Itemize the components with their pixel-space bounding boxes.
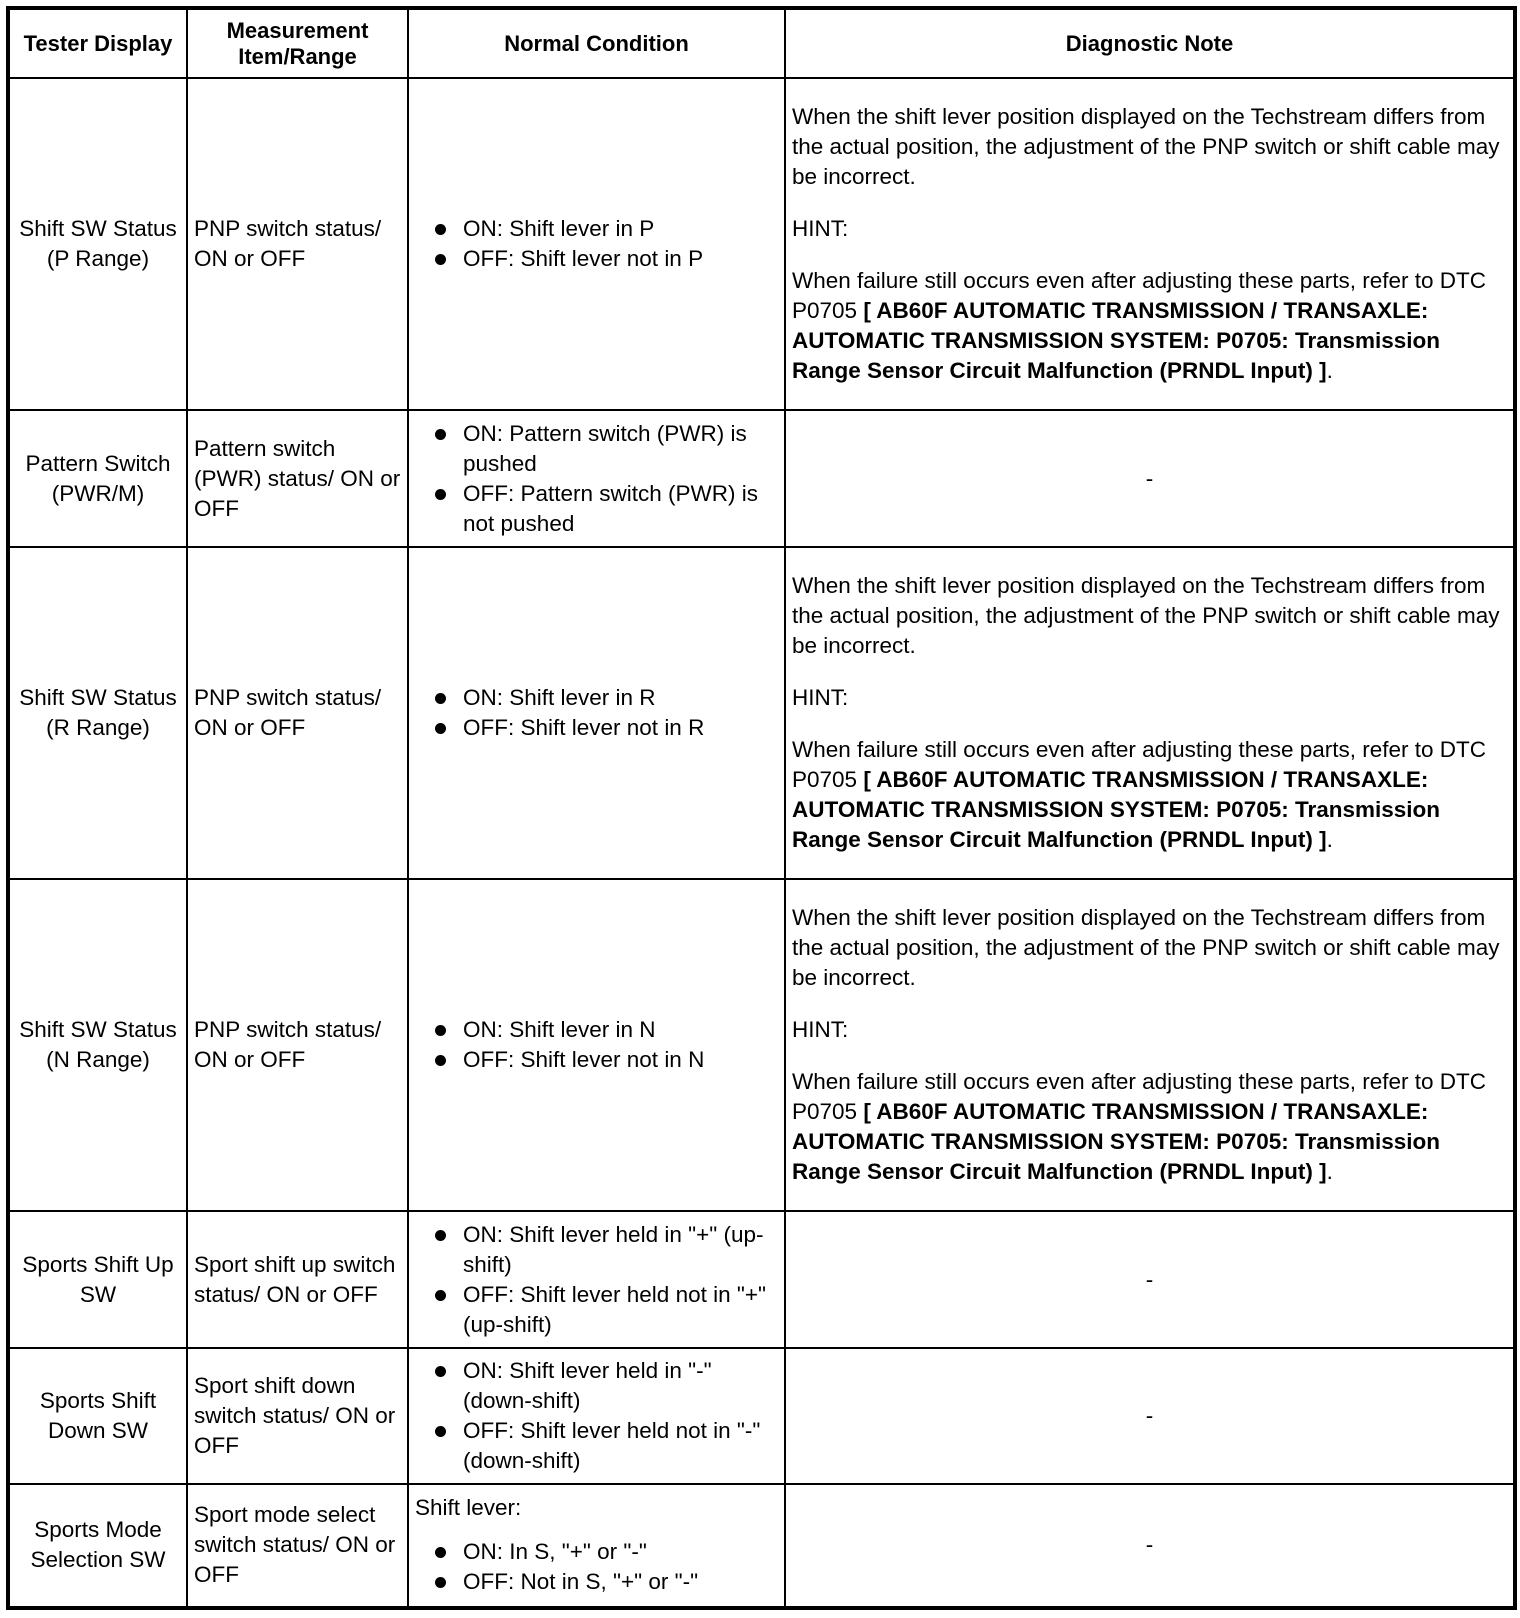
condition-item: OFF: Shift lever held not in "-" (down-shift): [415, 1416, 778, 1476]
table-row: [8, 879, 1515, 1211]
note-refer-paragraph: [792, 735, 1507, 855]
condition-item: ON: Shift lever in R: [415, 683, 778, 713]
condition-list: [415, 1356, 778, 1476]
condition-lead-text: Shift lever:: [415, 1495, 522, 1521]
tester-display-cell: Shift SW Status (N Range): [8, 879, 187, 1211]
diagnostic-note-cell: -: [785, 1348, 1515, 1484]
table-body: [8, 78, 1515, 1608]
normal-condition-cell: [408, 1348, 785, 1484]
normal-condition-cell: [408, 547, 785, 879]
header-tester-display: Tester Display: [8, 8, 187, 78]
table-row: [8, 547, 1515, 879]
table-row: [8, 410, 1515, 546]
condition-item: OFF: Shift lever not in N: [415, 1045, 778, 1075]
normal-condition-cell: [408, 410, 785, 546]
condition-list: [415, 419, 778, 539]
dtc-reference-link[interactable]: [ AB60F AUTOMATIC TRANSMISSION / TRANSAXLE: AUTOMATIC TRANSMISSION SYSTEM: P0705: Transmission Range Sensor Circuit Malfunction (PRNDL Input) ]: [792, 1099, 1441, 1185]
table-row: [8, 1484, 1515, 1608]
note-paragraph: When the shift lever position displayed on the Techstream differs from the actual position, the adjustment of the PNP switch or shift cable may be incorrect.: [792, 104, 1500, 190]
condition-item: OFF: Shift lever not in R: [415, 713, 778, 743]
measurement-cell: Sport shift up switch status/ ON or OFF: [187, 1211, 408, 1347]
condition-item: OFF: Not in S, "+" or "-": [415, 1567, 778, 1597]
condition-item: ON: Shift lever in N: [415, 1015, 778, 1045]
diagnostic-note-cell: [785, 78, 1515, 410]
tester-display-cell: Pattern Switch (PWR/M): [8, 410, 187, 546]
header-diagnostic-note: Diagnostic Note: [785, 8, 1515, 78]
condition-item: ON: In S, "+" or "-": [415, 1537, 778, 1567]
condition-item: OFF: Shift lever held not in "+" (up-shift): [415, 1280, 778, 1340]
measurement-cell: PNP switch status/ ON or OFF: [187, 879, 408, 1211]
measurement-cell: Sport mode select switch status/ ON or OFF: [187, 1484, 408, 1608]
note-refer-end: .: [1326, 826, 1333, 852]
condition-item: ON: Pattern switch (PWR) is pushed: [415, 419, 778, 479]
note-refer-end: .: [1326, 358, 1333, 384]
tester-display-cell: Sports Shift Up SW: [8, 1211, 187, 1347]
data-list-table-wrapper: [6, 6, 1513, 1610]
note-refer-lead: When failure still occurs even after adjusting these parts, refer to DTC P0705: [792, 736, 1487, 792]
measurement-cell: Sport shift down switch status/ ON or OFF: [187, 1348, 408, 1484]
dtc-reference-link[interactable]: [ AB60F AUTOMATIC TRANSMISSION / TRANSAXLE: AUTOMATIC TRANSMISSION SYSTEM: P0705: Transmission Range Sensor Circuit Malfunction (PRNDL Input) ]: [792, 766, 1441, 852]
table-row: [8, 1211, 1515, 1347]
condition-list: [415, 214, 778, 274]
normal-condition-cell: [408, 879, 785, 1211]
hint-label: HINT:: [792, 1017, 849, 1043]
header-normal-condition: Normal Condition: [408, 8, 785, 78]
diagnostic-note-cell: [785, 879, 1515, 1211]
note-paragraph: When the shift lever position displayed on the Techstream differs from the actual position, the adjustment of the PNP switch or shift cable may be incorrect.: [792, 905, 1500, 991]
condition-item: ON: Shift lever held in "-" (down-shift): [415, 1356, 778, 1416]
tester-display-cell: Sports Mode Selection SW: [8, 1484, 187, 1608]
hint-label: HINT:: [792, 216, 849, 242]
tester-display-cell: Sports Shift Down SW: [8, 1348, 187, 1484]
normal-condition-cell: [408, 1211, 785, 1347]
data-list-table: [6, 6, 1517, 1610]
note-refer-lead: When failure still occurs even after adjusting these parts, refer to DTC P0705: [792, 268, 1487, 324]
normal-condition-cell: [408, 78, 785, 410]
condition-list: [415, 683, 778, 743]
condition-item: ON: Shift lever in P: [415, 214, 778, 244]
diagnostic-note-cell: -: [785, 1211, 1515, 1347]
dtc-reference-link[interactable]: [ AB60F AUTOMATIC TRANSMISSION / TRANSAXLE: AUTOMATIC TRANSMISSION SYSTEM: P0705: Transmission Range Sensor Circuit Malfunction (PRNDL Input) ]: [792, 298, 1441, 384]
condition-list: [415, 1537, 778, 1597]
note-paragraph: When the shift lever position displayed on the Techstream differs from the actual position, the adjustment of the PNP switch or shift cable may be incorrect.: [792, 572, 1500, 658]
header-measurement: Measurement Item/Range: [187, 8, 408, 78]
diagnostic-note-cell: -: [785, 410, 1515, 546]
tester-display-cell: Shift SW Status (P Range): [8, 78, 187, 410]
diagnostic-note-cell: [785, 547, 1515, 879]
condition-list: [415, 1015, 778, 1075]
condition-item: OFF: Pattern switch (PWR) is not pushed: [415, 479, 778, 539]
condition-list: [415, 1220, 778, 1340]
diagnostic-note-cell: -: [785, 1484, 1515, 1608]
note-refer-paragraph: [792, 1067, 1507, 1187]
note-refer-paragraph: [792, 266, 1507, 386]
measurement-cell: PNP switch status/ ON or OFF: [187, 547, 408, 879]
normal-condition-cell: [408, 1484, 785, 1608]
note-refer-lead: When failure still occurs even after adjusting these parts, refer to DTC P0705: [792, 1069, 1487, 1125]
note-refer-end: .: [1326, 1159, 1333, 1185]
tester-display-cell: Shift SW Status (R Range): [8, 547, 187, 879]
table-row: [8, 78, 1515, 410]
hint-label: HINT:: [792, 684, 849, 710]
condition-item: OFF: Shift lever not in P: [415, 244, 778, 274]
measurement-cell: PNP switch status/ ON or OFF: [187, 78, 408, 410]
condition-item: ON: Shift lever held in "+" (up-shift): [415, 1220, 778, 1280]
table-header-row: [8, 8, 1515, 78]
table-row: [8, 1348, 1515, 1484]
measurement-cell: Pattern switch (PWR) status/ ON or OFF: [187, 410, 408, 546]
